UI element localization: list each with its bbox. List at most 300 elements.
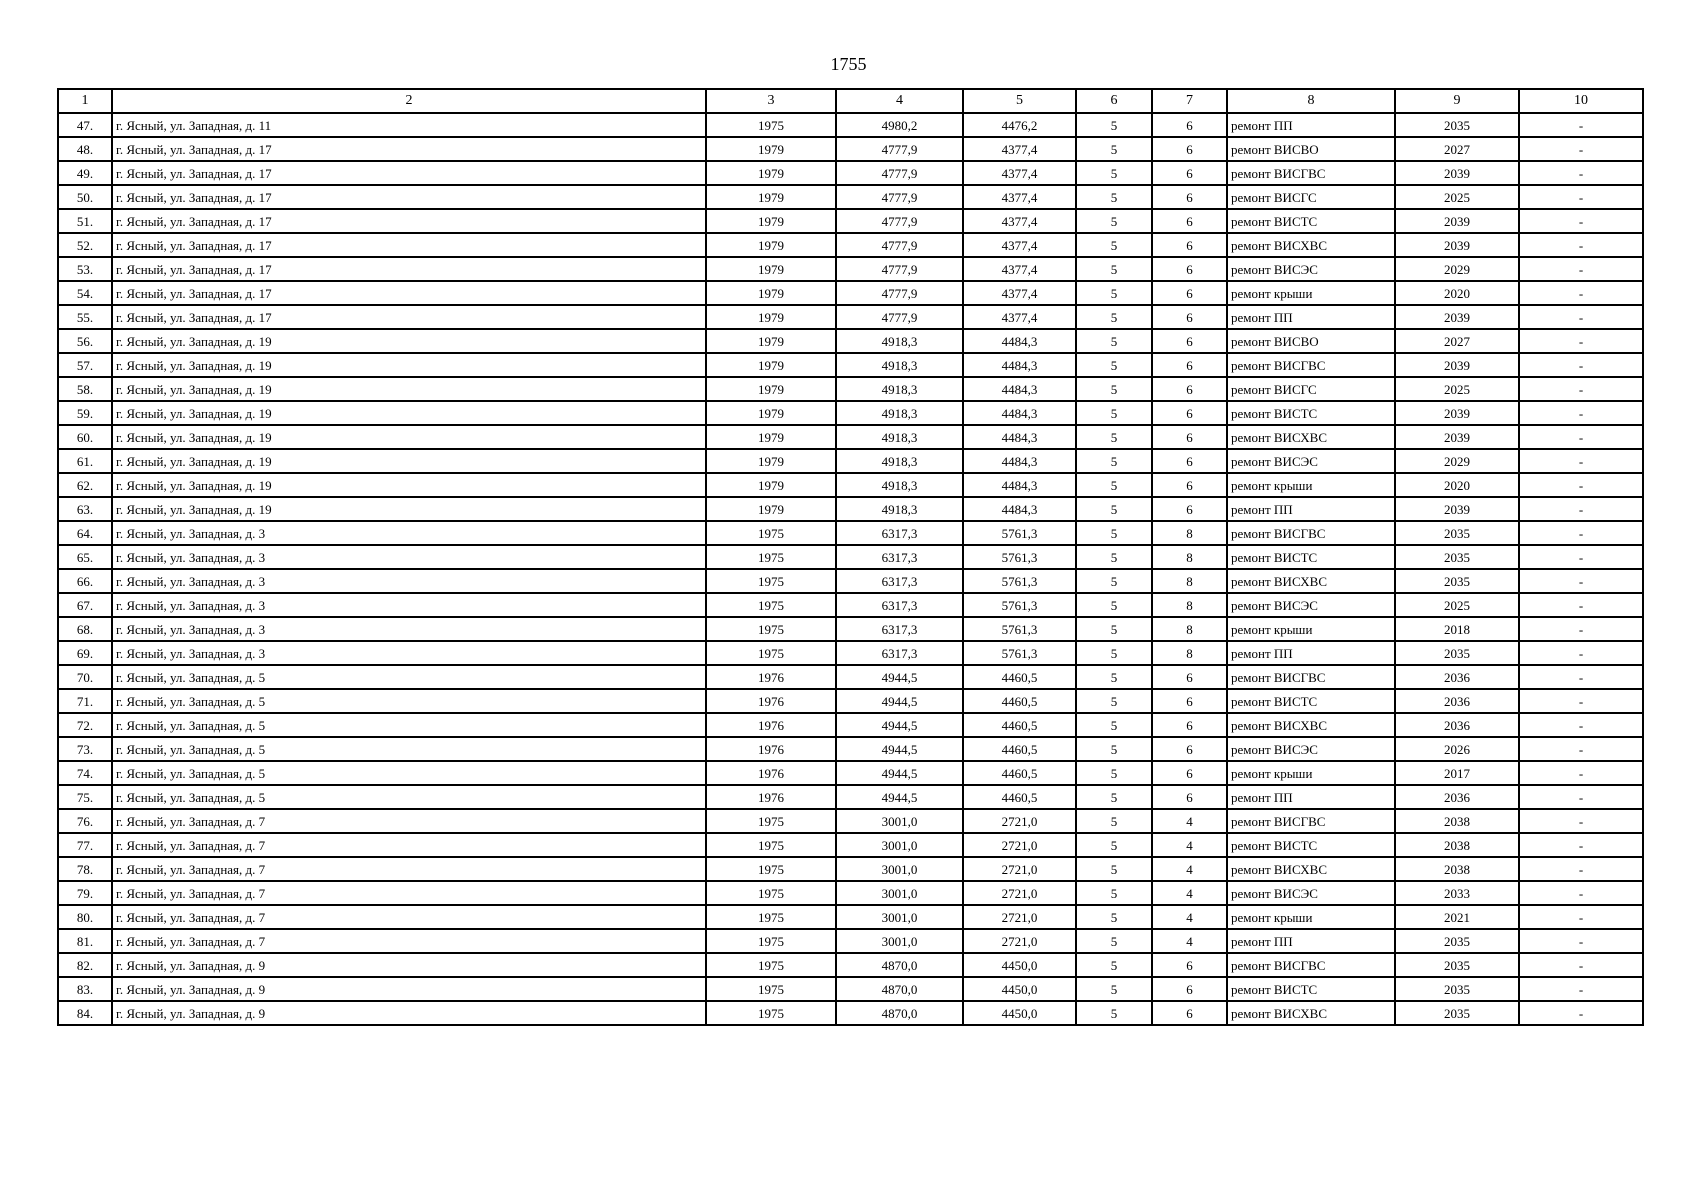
year-cell: 2035 <box>1395 113 1519 137</box>
note-cell: - <box>1519 641 1643 665</box>
total-area-cell: 4777,9 <box>836 281 963 305</box>
total-area-cell: 4777,9 <box>836 185 963 209</box>
total-area-cell: 4944,5 <box>836 713 963 737</box>
year-cell: 2035 <box>1395 521 1519 545</box>
note-cell: - <box>1519 185 1643 209</box>
address-cell: г. Ясный, ул. Западная, д. 5 <box>112 737 706 761</box>
floors-cell: 5 <box>1076 161 1152 185</box>
work-type-cell: ремонт ПП <box>1227 641 1395 665</box>
note-cell: - <box>1519 377 1643 401</box>
total-area-cell: 4918,3 <box>836 425 963 449</box>
address-cell: г. Ясный, ул. Западная, д. 3 <box>112 641 706 665</box>
work-type-cell: ремонт ВИСГВС <box>1227 665 1395 689</box>
table-row <box>58 185 1643 209</box>
work-type-cell: ремонт ВИСТС <box>1227 689 1395 713</box>
work-type-cell: ремонт ПП <box>1227 929 1395 953</box>
living-area-cell: 4460,5 <box>963 713 1076 737</box>
entrances-cell: 4 <box>1152 929 1227 953</box>
table-row <box>58 569 1643 593</box>
floors-cell: 5 <box>1076 449 1152 473</box>
year-cell: 2038 <box>1395 857 1519 881</box>
address-cell: г. Ясный, ул. Западная, д. 19 <box>112 377 706 401</box>
entrances-cell: 8 <box>1152 593 1227 617</box>
work-type-cell: ремонт ПП <box>1227 305 1395 329</box>
build-year-cell: 1979 <box>706 281 836 305</box>
living-area-cell: 4476,2 <box>963 113 1076 137</box>
row-number-cell: 58. <box>58 377 112 401</box>
work-type-cell: ремонт ВИСГС <box>1227 185 1395 209</box>
living-area-cell: 2721,0 <box>963 905 1076 929</box>
work-type-cell: ремонт ВИСЭС <box>1227 881 1395 905</box>
year-cell: 2035 <box>1395 929 1519 953</box>
entrances-cell: 8 <box>1152 617 1227 641</box>
table-row <box>58 305 1643 329</box>
note-cell: - <box>1519 305 1643 329</box>
address-cell: г. Ясный, ул. Западная, д. 7 <box>112 881 706 905</box>
total-area-cell: 4918,3 <box>836 449 963 473</box>
build-year-cell: 1976 <box>706 761 836 785</box>
living-area-cell: 4377,4 <box>963 185 1076 209</box>
table-row <box>58 761 1643 785</box>
floors-cell: 5 <box>1076 593 1152 617</box>
work-type-cell: ремонт ВИСХВС <box>1227 857 1395 881</box>
table-row <box>58 593 1643 617</box>
entrances-cell: 6 <box>1152 377 1227 401</box>
build-year-cell: 1979 <box>706 209 836 233</box>
living-area-cell: 4377,4 <box>963 281 1076 305</box>
row-number-cell: 65. <box>58 545 112 569</box>
total-area-cell: 4944,5 <box>836 761 963 785</box>
floors-cell: 5 <box>1076 473 1152 497</box>
table-row <box>58 665 1643 689</box>
entrances-cell: 6 <box>1152 353 1227 377</box>
table-row <box>58 905 1643 929</box>
floors-cell: 5 <box>1076 233 1152 257</box>
row-number-cell: 71. <box>58 689 112 713</box>
floors-cell: 5 <box>1076 905 1152 929</box>
build-year-cell: 1976 <box>706 665 836 689</box>
row-number-cell: 56. <box>58 329 112 353</box>
work-type-cell: ремонт ПП <box>1227 497 1395 521</box>
header-cell-10: 10 <box>1519 89 1643 113</box>
entrances-cell: 8 <box>1152 641 1227 665</box>
row-number-cell: 76. <box>58 809 112 833</box>
floors-cell: 5 <box>1076 401 1152 425</box>
living-area-cell: 4377,4 <box>963 305 1076 329</box>
table-row <box>58 521 1643 545</box>
note-cell: - <box>1519 473 1643 497</box>
year-cell: 2036 <box>1395 713 1519 737</box>
year-cell: 2039 <box>1395 353 1519 377</box>
total-area-cell: 4918,3 <box>836 401 963 425</box>
year-cell: 2039 <box>1395 161 1519 185</box>
total-area-cell: 4777,9 <box>836 209 963 233</box>
entrances-cell: 4 <box>1152 833 1227 857</box>
total-area-cell: 4777,9 <box>836 137 963 161</box>
address-cell: г. Ясный, ул. Западная, д. 7 <box>112 905 706 929</box>
row-number-cell: 82. <box>58 953 112 977</box>
address-cell: г. Ясный, ул. Западная, д. 17 <box>112 257 706 281</box>
year-cell: 2025 <box>1395 593 1519 617</box>
row-number-cell: 61. <box>58 449 112 473</box>
build-year-cell: 1979 <box>706 305 836 329</box>
work-type-cell: ремонт ВИСГВС <box>1227 809 1395 833</box>
repair-schedule-table <box>57 88 1644 1026</box>
note-cell: - <box>1519 737 1643 761</box>
note-cell: - <box>1519 497 1643 521</box>
year-cell: 2036 <box>1395 665 1519 689</box>
header-cell-2: 2 <box>112 89 706 113</box>
row-number-cell: 84. <box>58 1001 112 1025</box>
note-cell: - <box>1519 785 1643 809</box>
year-cell: 2026 <box>1395 737 1519 761</box>
work-type-cell: ремонт ВИСВО <box>1227 329 1395 353</box>
total-area-cell: 4918,3 <box>836 353 963 377</box>
row-number-cell: 79. <box>58 881 112 905</box>
address-cell: г. Ясный, ул. Западная, д. 11 <box>112 113 706 137</box>
total-area-cell: 6317,3 <box>836 569 963 593</box>
address-cell: г. Ясный, ул. Западная, д. 19 <box>112 497 706 521</box>
floors-cell: 5 <box>1076 809 1152 833</box>
work-type-cell: ремонт ВИСХВС <box>1227 233 1395 257</box>
entrances-cell: 6 <box>1152 425 1227 449</box>
total-area-cell: 3001,0 <box>836 929 963 953</box>
living-area-cell: 4484,3 <box>963 449 1076 473</box>
entrances-cell: 6 <box>1152 137 1227 161</box>
table-row <box>58 857 1643 881</box>
living-area-cell: 4460,5 <box>963 737 1076 761</box>
row-number-cell: 50. <box>58 185 112 209</box>
build-year-cell: 1979 <box>706 401 836 425</box>
row-number-cell: 69. <box>58 641 112 665</box>
table-row <box>58 689 1643 713</box>
address-cell: г. Ясный, ул. Западная, д. 3 <box>112 545 706 569</box>
total-area-cell: 4944,5 <box>836 785 963 809</box>
entrances-cell: 6 <box>1152 281 1227 305</box>
row-number-cell: 49. <box>58 161 112 185</box>
row-number-cell: 78. <box>58 857 112 881</box>
total-area-cell: 4918,3 <box>836 473 963 497</box>
floors-cell: 5 <box>1076 521 1152 545</box>
living-area-cell: 4450,0 <box>963 977 1076 1001</box>
work-type-cell: ремонт ВИСТС <box>1227 977 1395 1001</box>
build-year-cell: 1975 <box>706 521 836 545</box>
row-number-cell: 81. <box>58 929 112 953</box>
build-year-cell: 1976 <box>706 737 836 761</box>
entrances-cell: 4 <box>1152 905 1227 929</box>
entrances-cell: 6 <box>1152 305 1227 329</box>
row-number-cell: 59. <box>58 401 112 425</box>
note-cell: - <box>1519 1001 1643 1025</box>
year-cell: 2035 <box>1395 977 1519 1001</box>
note-cell: - <box>1519 113 1643 137</box>
living-area-cell: 5761,3 <box>963 617 1076 641</box>
row-number-cell: 48. <box>58 137 112 161</box>
table-row <box>58 401 1643 425</box>
row-number-cell: 67. <box>58 593 112 617</box>
total-area-cell: 3001,0 <box>836 809 963 833</box>
build-year-cell: 1975 <box>706 1001 836 1025</box>
total-area-cell: 3001,0 <box>836 833 963 857</box>
total-area-cell: 4777,9 <box>836 305 963 329</box>
build-year-cell: 1979 <box>706 137 836 161</box>
year-cell: 2035 <box>1395 1001 1519 1025</box>
living-area-cell: 4484,3 <box>963 329 1076 353</box>
year-cell: 2039 <box>1395 233 1519 257</box>
entrances-cell: 4 <box>1152 857 1227 881</box>
note-cell: - <box>1519 665 1643 689</box>
row-number-cell: 54. <box>58 281 112 305</box>
work-type-cell: ремонт ВИСЭС <box>1227 449 1395 473</box>
year-cell: 2025 <box>1395 377 1519 401</box>
table-row <box>58 209 1643 233</box>
living-area-cell: 4460,5 <box>963 761 1076 785</box>
entrances-cell: 4 <box>1152 881 1227 905</box>
table-row <box>58 233 1643 257</box>
note-cell: - <box>1519 329 1643 353</box>
table-row <box>58 425 1643 449</box>
address-cell: г. Ясный, ул. Западная, д. 17 <box>112 281 706 305</box>
living-area-cell: 4450,0 <box>963 953 1076 977</box>
row-number-cell: 74. <box>58 761 112 785</box>
address-cell: г. Ясный, ул. Западная, д. 19 <box>112 401 706 425</box>
address-cell: г. Ясный, ул. Западная, д. 7 <box>112 833 706 857</box>
floors-cell: 5 <box>1076 1001 1152 1025</box>
entrances-cell: 6 <box>1152 257 1227 281</box>
build-year-cell: 1979 <box>706 233 836 257</box>
floors-cell: 5 <box>1076 785 1152 809</box>
floors-cell: 5 <box>1076 953 1152 977</box>
year-cell: 2035 <box>1395 641 1519 665</box>
work-type-cell: ремонт ВИСГВС <box>1227 161 1395 185</box>
work-type-cell: ремонт ВИСТС <box>1227 209 1395 233</box>
work-type-cell: ремонт ВИСЭС <box>1227 737 1395 761</box>
table-row <box>58 977 1643 1001</box>
build-year-cell: 1979 <box>706 449 836 473</box>
entrances-cell: 8 <box>1152 545 1227 569</box>
table-row <box>58 377 1643 401</box>
note-cell: - <box>1519 881 1643 905</box>
living-area-cell: 4377,4 <box>963 137 1076 161</box>
year-cell: 2029 <box>1395 449 1519 473</box>
address-cell: г. Ясный, ул. Западная, д. 5 <box>112 665 706 689</box>
work-type-cell: ремонт ВИСГВС <box>1227 353 1395 377</box>
table-row <box>58 641 1643 665</box>
floors-cell: 5 <box>1076 641 1152 665</box>
row-number-cell: 51. <box>58 209 112 233</box>
row-number-cell: 55. <box>58 305 112 329</box>
table-row <box>58 617 1643 641</box>
living-area-cell: 5761,3 <box>963 545 1076 569</box>
address-cell: г. Ясный, ул. Западная, д. 17 <box>112 209 706 233</box>
build-year-cell: 1979 <box>706 473 836 497</box>
address-cell: г. Ясный, ул. Западная, д. 9 <box>112 1001 706 1025</box>
note-cell: - <box>1519 977 1643 1001</box>
work-type-cell: ремонт ВИСЭС <box>1227 257 1395 281</box>
work-type-cell: ремонт ВИСГВС <box>1227 953 1395 977</box>
living-area-cell: 5761,3 <box>963 521 1076 545</box>
build-year-cell: 1975 <box>706 929 836 953</box>
work-type-cell: ремонт ВИСГС <box>1227 377 1395 401</box>
table-row <box>58 257 1643 281</box>
entrances-cell: 6 <box>1152 185 1227 209</box>
entrances-cell: 6 <box>1152 209 1227 233</box>
build-year-cell: 1975 <box>706 641 836 665</box>
year-cell: 2039 <box>1395 497 1519 521</box>
total-area-cell: 3001,0 <box>836 905 963 929</box>
living-area-cell: 4460,5 <box>963 665 1076 689</box>
year-cell: 2039 <box>1395 305 1519 329</box>
build-year-cell: 1979 <box>706 497 836 521</box>
row-number-cell: 57. <box>58 353 112 377</box>
living-area-cell: 2721,0 <box>963 881 1076 905</box>
living-area-cell: 4484,3 <box>963 497 1076 521</box>
total-area-cell: 4870,0 <box>836 1001 963 1025</box>
note-cell: - <box>1519 545 1643 569</box>
address-cell: г. Ясный, ул. Западная, д. 19 <box>112 353 706 377</box>
entrances-cell: 8 <box>1152 569 1227 593</box>
entrances-cell: 6 <box>1152 713 1227 737</box>
work-type-cell: ремонт ВИСТС <box>1227 401 1395 425</box>
living-area-cell: 4484,3 <box>963 401 1076 425</box>
total-area-cell: 4870,0 <box>836 977 963 1001</box>
address-cell: г. Ясный, ул. Западная, д. 3 <box>112 569 706 593</box>
header-cell-7: 7 <box>1152 89 1227 113</box>
total-area-cell: 4777,9 <box>836 233 963 257</box>
build-year-cell: 1976 <box>706 785 836 809</box>
address-cell: г. Ясный, ул. Западная, д. 3 <box>112 617 706 641</box>
row-number-cell: 60. <box>58 425 112 449</box>
row-number-cell: 70. <box>58 665 112 689</box>
header-cell-3: 3 <box>706 89 836 113</box>
work-type-cell: ремонт ВИСХВС <box>1227 425 1395 449</box>
header-cell-9: 9 <box>1395 89 1519 113</box>
floors-cell: 5 <box>1076 665 1152 689</box>
address-cell: г. Ясный, ул. Западная, д. 19 <box>112 473 706 497</box>
row-number-cell: 73. <box>58 737 112 761</box>
floors-cell: 5 <box>1076 857 1152 881</box>
year-cell: 2039 <box>1395 209 1519 233</box>
build-year-cell: 1975 <box>706 593 836 617</box>
header-cell-8: 8 <box>1227 89 1395 113</box>
total-area-cell: 4870,0 <box>836 953 963 977</box>
year-cell: 2033 <box>1395 881 1519 905</box>
total-area-cell: 4944,5 <box>836 737 963 761</box>
work-type-cell: ремонт ВИСВО <box>1227 137 1395 161</box>
living-area-cell: 5761,3 <box>963 593 1076 617</box>
build-year-cell: 1979 <box>706 161 836 185</box>
header-cell-4: 4 <box>836 89 963 113</box>
living-area-cell: 4484,3 <box>963 425 1076 449</box>
build-year-cell: 1975 <box>706 857 836 881</box>
page-number: 1755 <box>830 54 867 74</box>
total-area-cell: 6317,3 <box>836 593 963 617</box>
entrances-cell: 6 <box>1152 737 1227 761</box>
table-row <box>58 833 1643 857</box>
build-year-cell: 1979 <box>706 185 836 209</box>
floors-cell: 5 <box>1076 137 1152 161</box>
entrances-cell: 6 <box>1152 977 1227 1001</box>
table-row <box>58 929 1643 953</box>
build-year-cell: 1975 <box>706 545 836 569</box>
floors-cell: 5 <box>1076 545 1152 569</box>
header-cell-5: 5 <box>963 89 1076 113</box>
total-area-cell: 6317,3 <box>836 641 963 665</box>
address-cell: г. Ясный, ул. Западная, д. 3 <box>112 593 706 617</box>
year-cell: 2017 <box>1395 761 1519 785</box>
address-cell: г. Ясный, ул. Западная, д. 17 <box>112 233 706 257</box>
year-cell: 2039 <box>1395 425 1519 449</box>
table-body <box>58 113 1643 1025</box>
address-cell: г. Ясный, ул. Западная, д. 19 <box>112 425 706 449</box>
floors-cell: 5 <box>1076 617 1152 641</box>
header-row <box>58 89 1643 113</box>
address-cell: г. Ясный, ул. Западная, д. 3 <box>112 521 706 545</box>
build-year-cell: 1975 <box>706 833 836 857</box>
floors-cell: 5 <box>1076 353 1152 377</box>
note-cell: - <box>1519 713 1643 737</box>
total-area-cell: 4944,5 <box>836 689 963 713</box>
build-year-cell: 1975 <box>706 977 836 1001</box>
build-year-cell: 1975 <box>706 569 836 593</box>
table-row <box>58 353 1643 377</box>
table-row <box>58 497 1643 521</box>
note-cell: - <box>1519 761 1643 785</box>
year-cell: 2038 <box>1395 833 1519 857</box>
work-type-cell: ремонт ВИСТС <box>1227 545 1395 569</box>
floors-cell: 5 <box>1076 425 1152 449</box>
entrances-cell: 6 <box>1152 473 1227 497</box>
note-cell: - <box>1519 809 1643 833</box>
note-cell: - <box>1519 209 1643 233</box>
living-area-cell: 4377,4 <box>963 161 1076 185</box>
row-number-cell: 47. <box>58 113 112 137</box>
note-cell: - <box>1519 233 1643 257</box>
build-year-cell: 1976 <box>706 689 836 713</box>
address-cell: г. Ясный, ул. Западная, д. 5 <box>112 761 706 785</box>
row-number-cell: 63. <box>58 497 112 521</box>
floors-cell: 5 <box>1076 329 1152 353</box>
entrances-cell: 8 <box>1152 521 1227 545</box>
entrances-cell: 6 <box>1152 953 1227 977</box>
work-type-cell: ремонт ПП <box>1227 785 1395 809</box>
work-type-cell: ремонт ВИСЭС <box>1227 593 1395 617</box>
note-cell: - <box>1519 161 1643 185</box>
living-area-cell: 5761,3 <box>963 569 1076 593</box>
header-cell-6: 6 <box>1076 89 1152 113</box>
entrances-cell: 6 <box>1152 497 1227 521</box>
year-cell: 2029 <box>1395 257 1519 281</box>
year-cell: 2020 <box>1395 473 1519 497</box>
work-type-cell: ремонт крыши <box>1227 761 1395 785</box>
row-number-cell: 80. <box>58 905 112 929</box>
total-area-cell: 6317,3 <box>836 521 963 545</box>
floors-cell: 5 <box>1076 737 1152 761</box>
note-cell: - <box>1519 257 1643 281</box>
year-cell: 2035 <box>1395 953 1519 977</box>
address-cell: г. Ясный, ул. Западная, д. 17 <box>112 161 706 185</box>
note-cell: - <box>1519 569 1643 593</box>
note-cell: - <box>1519 953 1643 977</box>
build-year-cell: 1975 <box>706 113 836 137</box>
entrances-cell: 6 <box>1152 665 1227 689</box>
living-area-cell: 4484,3 <box>963 473 1076 497</box>
note-cell: - <box>1519 593 1643 617</box>
living-area-cell: 4450,0 <box>963 1001 1076 1025</box>
table-row <box>58 881 1643 905</box>
table-row <box>58 953 1643 977</box>
address-cell: г. Ясный, ул. Западная, д. 7 <box>112 809 706 833</box>
